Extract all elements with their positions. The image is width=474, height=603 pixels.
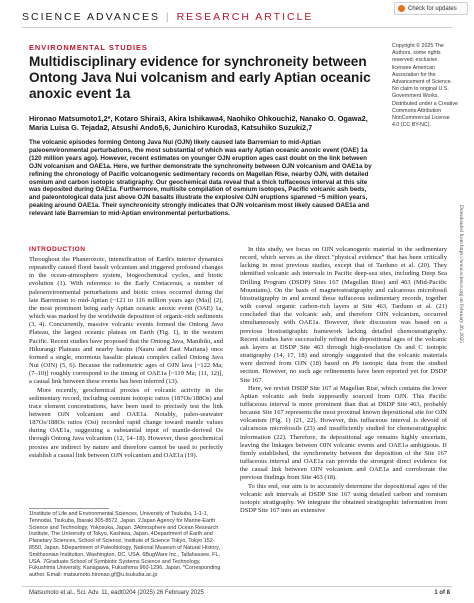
left-column (29, 256, 223, 506)
section-label: ENVIRONMENTAL STUDIES (29, 43, 148, 52)
right-column (240, 246, 447, 596)
article-type: RESEARCH ARTICLE (176, 11, 314, 23)
page-number: 1 of 8 (434, 590, 450, 596)
download-notice: Downloaded from https://www.science.org on February 26, 2025 (458, 205, 464, 343)
download-notice-strip (456, 205, 464, 470)
masthead-separator: | (165, 11, 171, 23)
journal-name: SCIENCE ADVANCES (22, 11, 160, 23)
introduction-heading: INTRODUCTION (29, 246, 86, 253)
journal-masthead (22, 11, 313, 23)
author-list: Hironao Matsumoto1,2*, Kotaro Shirai3, Akira Ishikawa4, Naohiko Ohkouchi2, Nanako O. Ogawa2, Maria Luisa G. Tejada2, Atsushi Ando5,6, Junichiro Kuroda3, Katsuhiko Suzuki2,7 (29, 114, 368, 132)
article-title: Multidisciplinary evidence for synchroneity between Ontong Java Nui volcanism and early Aptian oceanic anoxic event 1a (29, 54, 371, 101)
footnote-divider (29, 508, 109, 509)
paragraph: Here, we revisit DSDP Site 167 at Magellan Rise, which contains the lower Aptian volcanic ash beds supposedly sourced from OJN. This Pacific tuffaceous interval is more prominent than that at DSDP Site 463, probably because Site 167 represents the most proximal known depositional site for OJN volcanism (Fig. 1) (21, 22). However, this tuffaceous interval is devoid of calcareous microfossils (23) and insufficiently studied for chemostratigraphic information (22). Therefore, its depositional age remains highly uncertain, leaving the linkages between OJN volcanic events and OAE1a ambiguous. If firmly established, the synchroneity between the deposition of the Site 167 tuffaceous interval and OAE1a can provide the strongest direct evidence for the causal link between OJN volcanism and OAE1a and corroborate the previous findings from Site 463 (18). (240, 384, 447, 482)
header-divider (22, 27, 452, 28)
update-badge-icon (398, 5, 405, 12)
citation-footer: Matsumoto et al., Sci. Adv. 11, eadt0204 (2025) 26 February 2025 (29, 590, 204, 596)
check-for-updates-label: Check for updates (408, 5, 457, 12)
check-for-updates-button[interactable] (394, 2, 468, 15)
abstract: The volcanic episodes forming Ontong Java Nui (OJN) likely caused late Barremian to mid-Aptian paleoenvironmental perturbations, the most substantial of which was early Aptian oceanic anoxic event (OAE) 1a (120 million years ago). However, recent estimates on younger OJN eruption ages cast doubt on the link between OJN volcanism and OAE1a. Here, we further demonstrate the synchroneity between OJN volcanism and OAE1a by refining the chronology of Pacific volcanogenic sedimentary records on Magellan Rise, nearby OJN, with detailed osmium and carbon isotopic stratigraphy. Our geochemical data reveal that a thick tuffaceous interval at this site was deposited during OAE1a. Furthermore, multisite compilation of osmium isotopes, Pacific volcanic ash beds, and paleontological data just above OJN basalts illustrate the explosive OJN eruptions spanned ~5 million years, peaking around OAE1a. Their synchronicity strongly indicates that OJN volcanism most likely caused OAE1a and relevant late Barremian to mid-Aptian environmental perturbations. (29, 139, 372, 218)
affiliations-footnote: 1Institute of Life and Environmental Sciences, University of Tsukuba, 1-1-1, Tennodai, Tsukuba, Ibaraki 305-8572, Japan. 2Japan Agency for Marine-Earth Science and Technology, Yokosuka, Japan. 3Atmosphere and Ocean Research Institute, The University of Tokyo, Kashiwa, Japan. 4Department of Earth and Planetary Sciences, School of Science, Institute of Science Tokyo, Tokyo 152-8550, Japan. 5Department of Paleobiology, National Museum of Natural History, Smithsonian Institution, Washington, DC, USA. 6BugWare Inc., Tallahassee, FL, USA. 7Graduate School of Symbiotic Systems Science and Technology, Fukushima University, Kanagawa, Fukushima 960-1296, Japan. *Corresponding author. Email: matsumoto.hironao.gf@u.tsukuba.ac.jp (29, 511, 221, 579)
copyright-notice: Copyright © 2025 The Authors, some rights reserved; exclusive licensee American Association for the Advancement of Science. No claim to original U.S. Government Works. Distributed under a Creative Commons Attribution NonCommercial License 4.0 (CC BY-NC). (392, 43, 458, 129)
paragraph: To this end, our aim is to accurately determine the depositional ages of the volcanic ash intervals at DSDP Site 167 using detailed carbon and osmium isotopic stratigraphy. We integrate the obtained stratigraphic information from DSDP Site 167 into an extensive (240, 482, 447, 514)
paragraph: Throughout the Phanerozoic, intensification of Earth's interior dynamics repeatedly caused flood basalt volcanism and triggered profound changes in the ocean-atmosphere system, biogeochemical cycles, and biotic evolution (1). With reference to the Early Cretaceous, a number of paleoenvironmental perturbations and biotic crises occurred during the late Barremian to mid-Aptian (~121 to 116 million years ago (Ma)] (2), the most prominent being early Aptian oceanic anoxic event (OAE) 1a, which was marked by the worldwide deposition of organic-rich sediments (3, 4). Concurrently, massive volcanic events formed the Ontong Java Plateau, the largest oceanic plateau on Earth (Fig. 1), in the western Pacific. Recent studies have proposed that the Ontong Java, Manihiki, and Hikurangi Plateaus and nearby basins (Nauru and East Mariana) once formed a single, enormous basaltic plateau complex called Ontong Java Nui (OJN) (5, 6). Because the radiometric ages of OJN lava [~122 Ma; (7–10)] roughly correspond to the timing of OAE1a [~119 Ma; (11, 12)], a causal link between these events has been inferred (13). (29, 256, 223, 386)
footer-divider (22, 586, 452, 587)
paragraph: More recently, geochemical proxies of volcanic activity in the sedimentary record, including osmium isotopic ratios (187Os/188Os) and trace element concentrations, have been used to precisely test the link between OJN volcanism and OAE1a. Notably, paleo-seawater 187Os/188Os ratios (Osi) recorded rapid change toward mantle values during OAE1a, suggesting a substantial input of mantle-derived Os through Ontong Java volcanism (12, 14–18). However, these geochemical proxies are indirect by nature and therefore cannot be used to perfectly establish a causal link between OJN volcanism and OAE1a (19). (29, 386, 223, 459)
paragraph: In this study, we focus on OJN volcanogenic material in the sedimentary record, which serves as the direct "physical evidence" that has been critically lacking in most previous studies, except that of Tarduno et al. (20). They identified volcanic ash intervals in Pacific deep-sea sites, including Deep Sea Drilling Program (DSDP) Sites 167 (Magellan Rise) and 463 (Mid-Pacific Mountains). On the basis of magnetostratigraphy and calcareous microfossil biostratigraphy in and around these tuffaceous sedimentary records, together with coeval organic carbon-rich layers at Site 463, Tarduno et al. (21) concluded that the volcanic ash, and therefore OJN volcanism, occurred simultaneously with OAE1a. However, their discussion was based on a previous biostratigraphic framework lacking detailed chemostratigraphy. Recent studies have successfully refined the depositional ages of the volcanic ash layers at DSDP Site 463 through high-resolution Os and C isotopic stratigraphy (14, 17, 18) and strongly suggested that the volcanic materials were derived from OJN (18) based on Pb isotopic data from the studied section. However, no such age refinements have been reported yet for DSDP Site 167. (240, 246, 447, 384)
